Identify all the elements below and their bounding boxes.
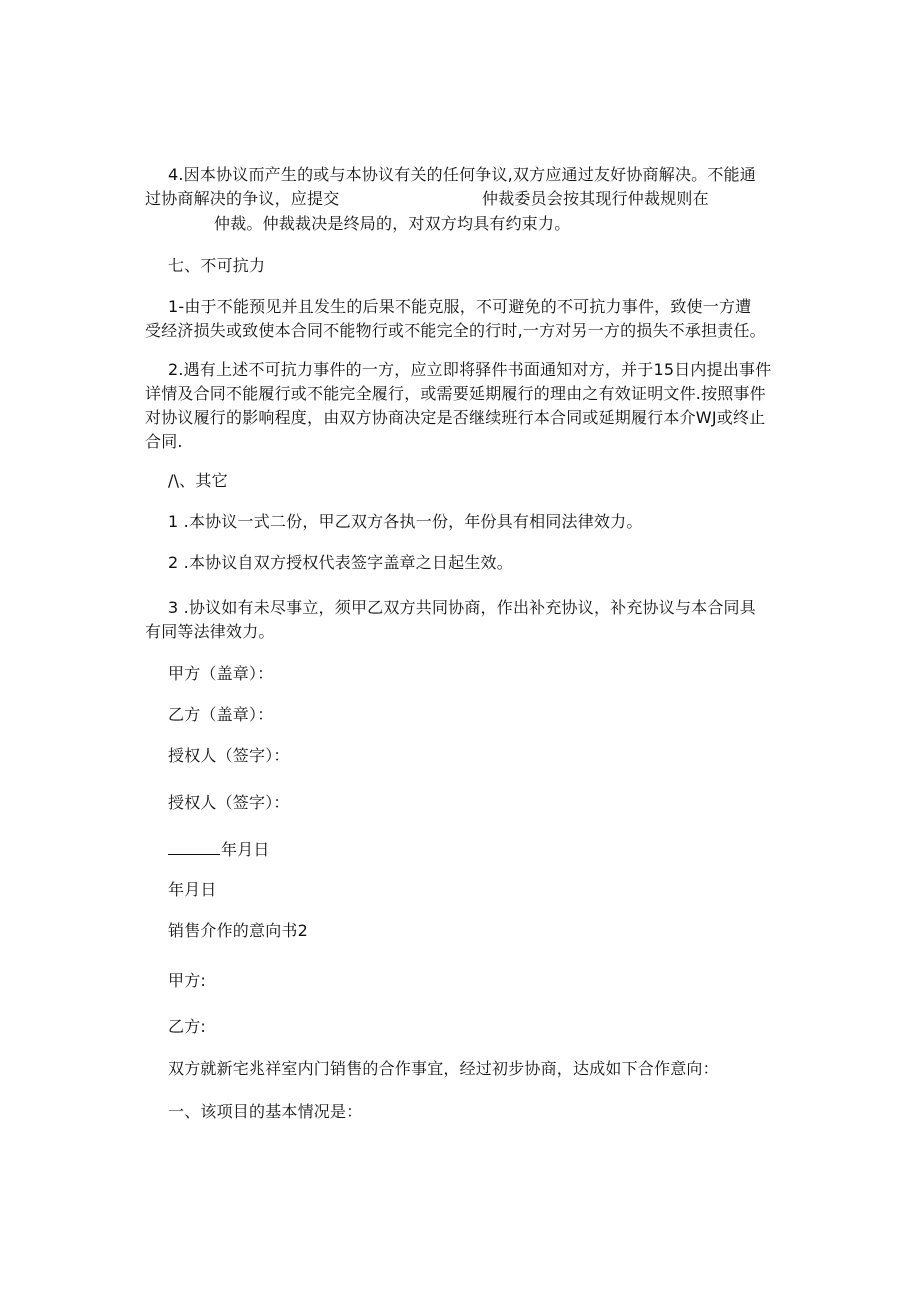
section-8-item-3-line-1: 3 .协议如有未尽事立，须甲乙双方共同协商，作出补充协议，补充协议与本合同具 (168, 598, 756, 617)
section-8-heading: /\、其它 (168, 471, 228, 490)
section-7-item-2-line-2: 详情及合同不能履行或不能完全履行，或需要延期履行的理由之有效证明文件.按照事件 (145, 384, 766, 403)
doc2-title: 销售介作的意向书2 (168, 921, 308, 940)
party-a-seal-label: 甲方（盖章）： (168, 664, 274, 683)
clause-4-line-2b: 仲裁委员会按其现行仲裁规则在 (482, 189, 709, 208)
section-7-item-1-line-1: 1-由于不能预见并且发生的后果不能克服，不可避免的不可抗力事件，致使一方遭 (168, 297, 752, 316)
doc2-intro: 双方就新宅兆祥室内门销售的合作事宜，经过初步协商，达成如下合作意向： (168, 1059, 719, 1078)
doc2-party-b: 乙方: (168, 1017, 206, 1036)
date-label-1: 年月日 (221, 840, 270, 859)
clause-4-line-3: 仲裁。仲裁裁决是终局的，对双方均具有约束力。 (214, 214, 571, 233)
clause-4-line-1: 4.因本协议而产生的或与本协议有关的任何争议,双方应通过友好协商解决。不能通 (168, 165, 756, 184)
clause-4-line-2a: 过协商解决的争议，应提交 (145, 189, 340, 208)
doc2-section-1-heading: 一、该项目的基本情况是： (168, 1102, 363, 1121)
section-8-item-2: 2 .本协议自双方授权代表签字盖章之日起生效。 (168, 553, 513, 572)
authorized-signature-label-2: 授权人（签字）： (168, 793, 290, 812)
section-7-item-2-line-3: 对协议履行的影响程度，由双方协商决定是否继续班行本合同或延期履行本介WJ或终止 (145, 408, 766, 427)
doc2-party-a: 甲方: (168, 971, 206, 990)
section-7-heading: 七、不可抗力 (168, 256, 266, 275)
section-7-item-2-line-4: 合同. (145, 432, 183, 451)
section-8-item-3-line-2: 有同等法律效力。 (145, 622, 275, 641)
date-line-1 (168, 839, 270, 861)
date-blank-underline (168, 839, 220, 855)
section-7-item-2-line-1: 2.遇有上述不可抗力事件的一方，应立即将驿件书面通知对方，并于15日内提出事件 (168, 360, 772, 379)
date-line-2: 年月日 (168, 880, 217, 899)
section-7-item-1-line-2: 受经济损失或致使本合同不能物行或不能完全的行时,一方对另一方的损失不承担责任。 (145, 321, 766, 340)
section-8-item-1: 1 .本协议一式二份，甲乙双方各执一份，年份具有相同法律效力。 (168, 512, 643, 531)
authorized-signature-label-1: 授权人（签字）： (168, 746, 290, 765)
party-b-seal-label: 乙方（盖章）： (168, 705, 274, 724)
